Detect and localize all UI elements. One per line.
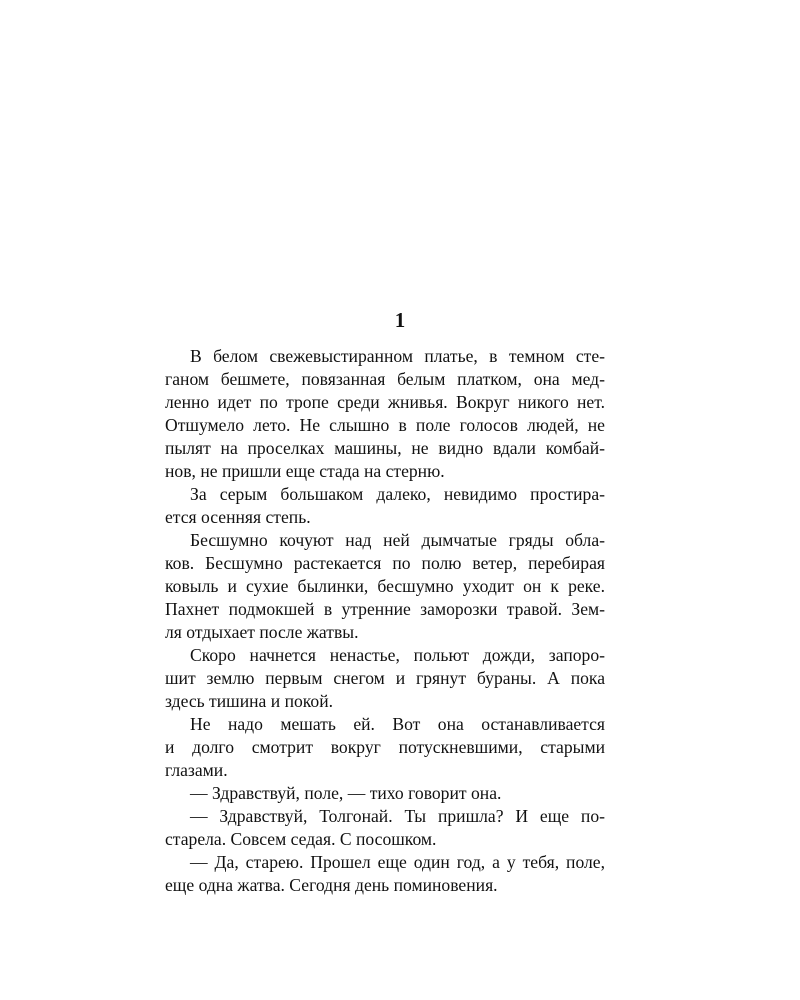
text-line: ков. Бесшумно растекается по полю ветер, перебирая xyxy=(165,553,605,573)
text-line: ганом бешмете, повязанная белым платком, она мед- xyxy=(165,369,605,389)
text-line: — Здравствуй, поле, — тихо говорит она. xyxy=(190,783,502,803)
text-line: ленно идет по тропе среди жнивья. Вокруг никого нет. xyxy=(165,392,605,412)
text-line: — Да, старею. Прошел еще один год, а у тебя, поле, xyxy=(190,852,605,872)
text-line: ля отдыхает после жатвы. xyxy=(165,622,359,642)
text-line: За серым большаком далеко, невидимо простира- xyxy=(190,484,605,504)
text-line: шит землю первым снегом и грянут бураны. А пока xyxy=(165,668,605,688)
text-line: Бесшумно кочуют над ней дымчатые гряды обла- xyxy=(190,530,605,550)
text-line: здесь тишина и покой. xyxy=(165,691,334,711)
text-line: пылят на проселках машины, не видно вдали комбай- xyxy=(165,438,605,458)
chapter-number: 1 xyxy=(394,308,406,332)
text-line: ется осенняя степь. xyxy=(165,507,311,527)
text-line: Не надо мешать ей. Вот она останавливается xyxy=(190,714,605,734)
text-line: Скоро начнется ненастье, польют дожди, запоро- xyxy=(190,645,605,665)
text-line: старела. Совсем седая. С посошком. xyxy=(165,829,437,849)
text-line: еще одна жатва. Сегодня день поминовения. xyxy=(165,875,498,895)
text-line: нов, не пришли еще стада на стерню. xyxy=(165,461,445,481)
text-line: — Здравствуй, Толгонай. Ты пришла? И еще по- xyxy=(190,806,605,826)
text-line: ковыль и сухие былинки, бесшумно уходит он к реке. xyxy=(165,576,605,596)
text-line: Пахнет подмокшей в утренние заморозки травой. Зем- xyxy=(165,599,605,619)
text-line: В белом свежевыстиранном платье, в темном сте- xyxy=(190,346,605,366)
text-line: глазами. xyxy=(165,760,228,780)
text-line: Отшумело лето. Не слышно в поле голосов людей, не xyxy=(165,415,605,435)
text-line: и долго смотрит вокруг потускневшими, старыми xyxy=(165,737,605,757)
